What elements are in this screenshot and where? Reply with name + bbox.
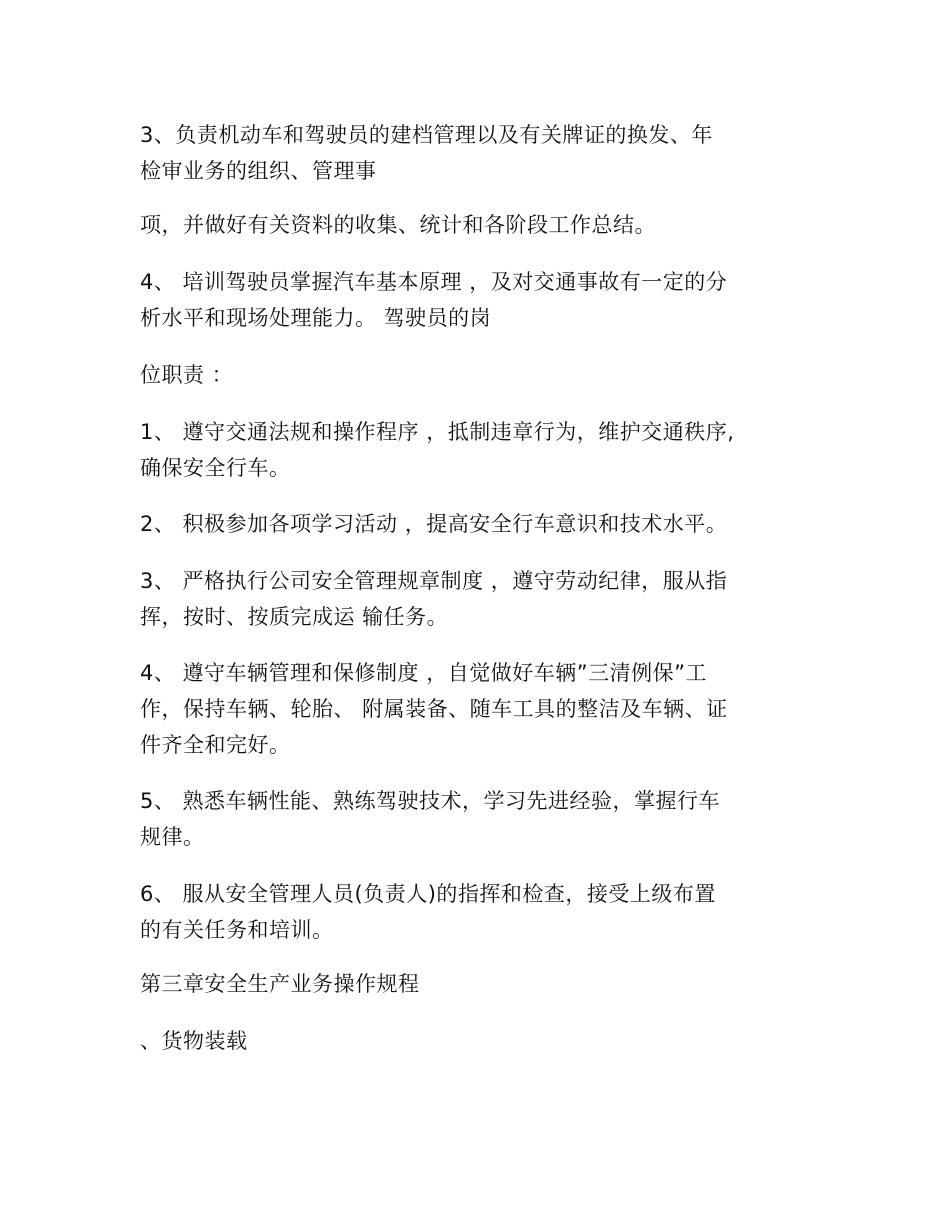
text-line: 位职责 ： bbox=[140, 363, 234, 387]
text-line: 挥，按时、按质完成运 输任务。 bbox=[140, 605, 449, 629]
list-item-duty-1 bbox=[140, 414, 820, 486]
text-line: 检审业务的组织、管理事 bbox=[140, 159, 377, 183]
list-item-duty-2 bbox=[140, 506, 820, 542]
text-line: 2、 积极参加各项学习活动 ，提高安全行车意识和技术水平。 bbox=[140, 512, 728, 536]
paragraph-vehicle-archives bbox=[140, 117, 820, 189]
paragraph-driver-training bbox=[140, 264, 820, 336]
text-line: 规律。 bbox=[140, 825, 205, 849]
text-line: 3、 严格执行公司安全管理规章制度 ，遵守劳动纪律，服从指 bbox=[140, 569, 728, 593]
text-line: 、货物装载 bbox=[140, 1029, 248, 1053]
text-line: 5、 熟悉车辆性能、熟练驾驶技术，学习先进经验，掌握行车 bbox=[140, 789, 721, 813]
text-line: 项，并做好有关资料的收集、统计和各阶段工作总结。 bbox=[140, 213, 656, 237]
text-line: 4、 遵守车辆管理和保修制度 ，自觉做好车辆”三清例保”工 bbox=[140, 661, 707, 685]
list-item-duty-3 bbox=[140, 563, 820, 635]
text-line: 第三章安全生产业务操作规程 bbox=[140, 972, 420, 996]
text-line: 4、 培训驾驶员掌握汽车基本原理 ，及对交通事故有一定的分 bbox=[140, 270, 728, 294]
text-line: 的有关任务和培训。 bbox=[140, 918, 334, 942]
paragraph-duties-heading bbox=[140, 357, 820, 393]
text-line: 确保安全行车。 bbox=[140, 456, 291, 480]
text-line: 3、负责机动车和驾驶员的建档管理以及有关牌证的换发、年 bbox=[140, 123, 713, 147]
text-line: 作，保持车辆、轮胎、 附属装备、随车工具的整洁及车辆、证 bbox=[140, 697, 728, 721]
text-line: 件齐全和完好。 bbox=[140, 733, 291, 757]
paragraph-data-collection bbox=[140, 207, 820, 243]
text-line: 析水平和现场处理能力。 驾驶员的岗 bbox=[140, 306, 492, 330]
list-item-duty-6 bbox=[140, 876, 820, 948]
text-line: 1、 遵守交通法规和操作程序 ，抵制违章行为，维护交通秩序, bbox=[140, 420, 735, 444]
list-item-duty-5 bbox=[140, 783, 820, 855]
text-line: 6、 服从安全管理人员(负责人)的指挥和检查，接受上级布置 bbox=[140, 882, 716, 906]
section-heading-cargo-loading bbox=[140, 1023, 820, 1059]
list-item-duty-4 bbox=[140, 655, 820, 763]
chapter-heading bbox=[140, 966, 820, 1002]
